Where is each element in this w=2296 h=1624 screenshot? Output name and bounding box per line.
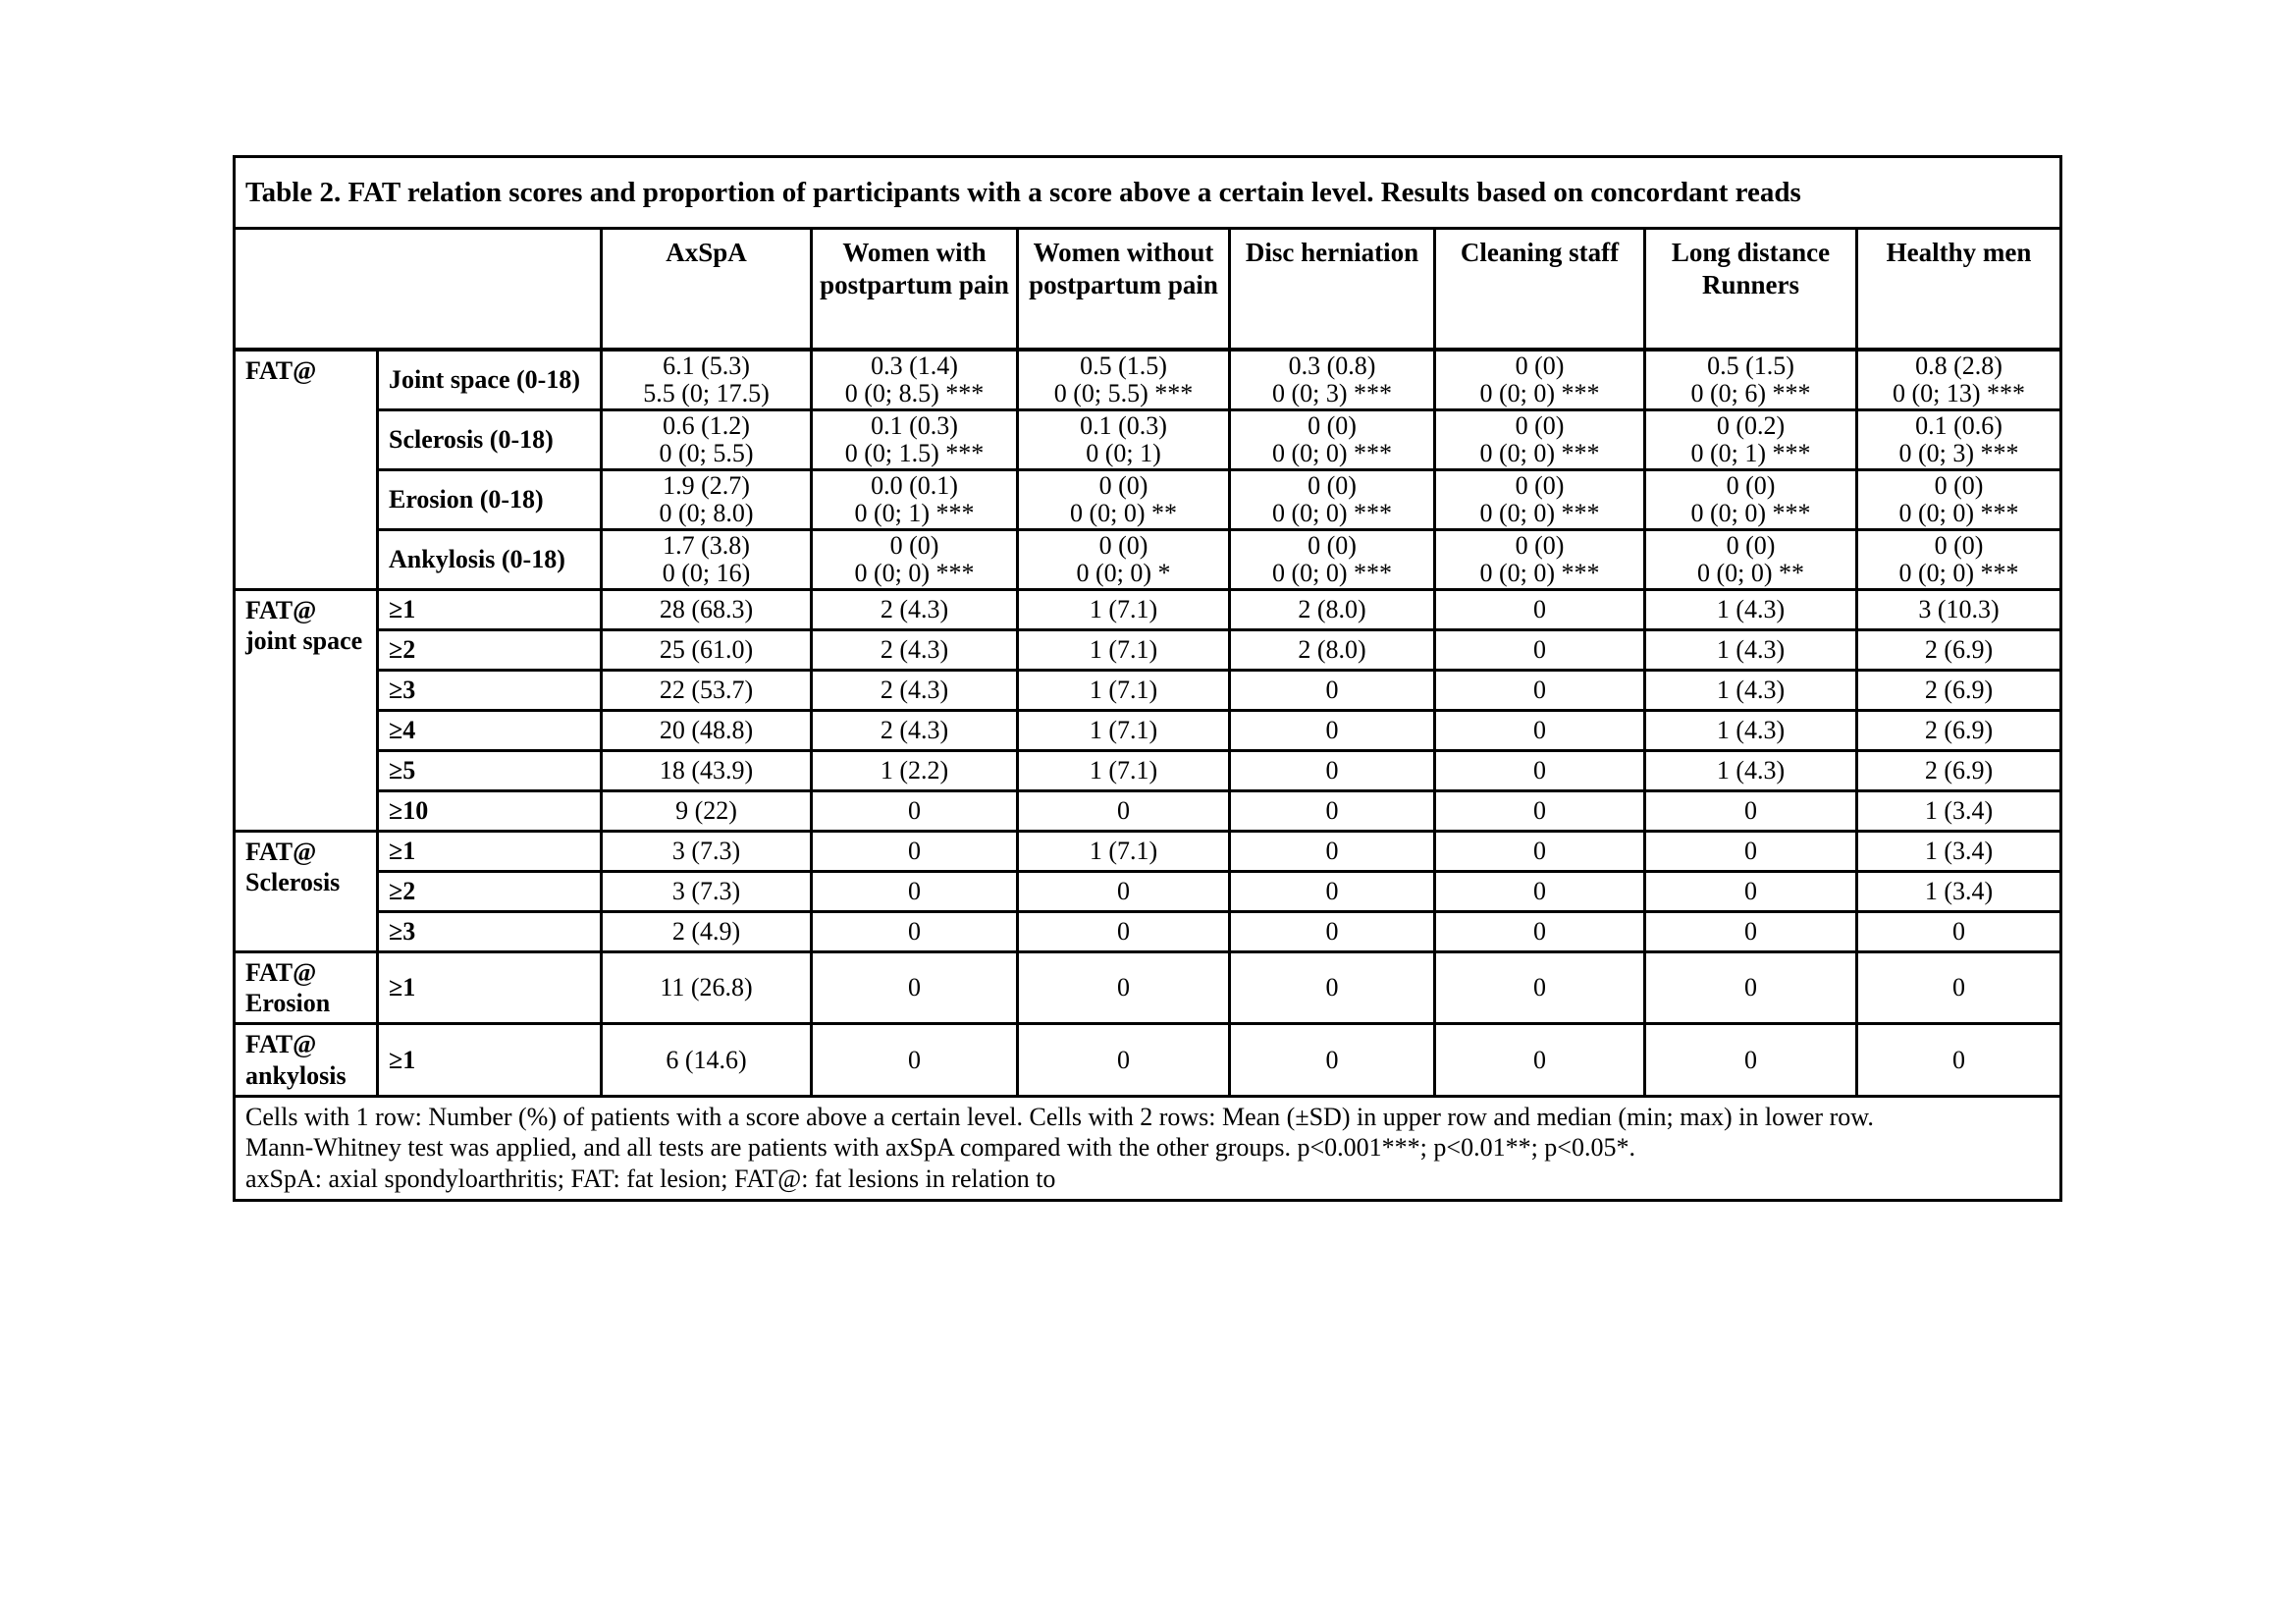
row-label: ≥10 [378,791,602,832]
data-cell [812,350,1018,410]
row-label: Ankylosis (0-18) [378,530,602,590]
data-cell-line: 0 (0; 13) *** [1893,379,2026,407]
data-cell [1645,470,1857,530]
table-row [235,590,2061,630]
data-cell-line: 0.5 (1.5) [1707,352,1794,380]
data-cell-line: 0 (0; 8.5) *** [844,379,985,407]
data-cell: 1 (4.3) [1645,711,1857,751]
data-cell [1435,470,1645,530]
data-cell-line: 0 (0) [1308,471,1357,500]
data-cell: 0 [1018,912,1230,952]
data-cell-line: 0 (0) [1726,471,1776,500]
table-footnote [235,1096,2061,1200]
data-cell-line: 0 (0; 6) *** [1690,379,1811,407]
data-cell: 0 [1645,832,1857,872]
data-cell: 9 (22) [602,791,812,832]
table-row [235,791,2061,832]
table-row [235,952,2061,1024]
data-cell-line: 0 (0; 0) *** [1479,439,1600,467]
data-cell: 2 (8.0) [1230,630,1435,671]
data-cell [1435,350,1645,410]
table-row [235,630,2061,671]
data-cell: 0 [812,952,1018,1024]
data-cell [1857,470,2061,530]
data-cell-line: 0 (0) [1308,531,1357,560]
data-cell-line: 0 (0) [889,531,939,560]
data-cell: 2 (4.3) [812,590,1018,630]
group-label: FAT@ [235,350,378,590]
data-cell: 3 (7.3) [602,872,812,912]
data-cell: 0 [1435,751,1645,791]
data-cell-line: 0 (0; 1) *** [854,499,975,527]
row-label: ≥5 [378,751,602,791]
data-cell: 0 [1435,791,1645,832]
data-cell: 2 (4.3) [812,711,1018,751]
header-row [235,229,2061,351]
data-cell-line: 0 (0; 0) *** [1479,499,1600,527]
table-title: Table 2. FAT relation scores and proportion of participants with a score above a certain level. Results based on concordant reads [235,157,2061,229]
data-cell: 0 [1435,832,1645,872]
data-cell [602,350,812,410]
data-cell: 2 (6.9) [1857,751,2061,791]
data-cell-line: 0.1 (0.3) [1080,411,1167,440]
row-label: ≥2 [378,630,602,671]
data-cell: 0 [1018,791,1230,832]
data-cell: 1 (2.2) [812,751,1018,791]
data-cell-line: 5.5 (0; 17.5) [643,379,770,407]
data-cell: 0 [1645,1024,1857,1096]
data-cell-line: 0 (0) [1515,471,1565,500]
data-cell-line: 0 (0) [1515,531,1565,560]
data-cell: 0 [1435,671,1645,711]
data-cell-line: 6.1 (5.3) [663,352,750,380]
data-cell [1018,470,1230,530]
data-cell: 3 (10.3) [1857,590,2061,630]
data-cell: 1 (7.1) [1018,711,1230,751]
group-label: FAT@ joint space [235,590,378,832]
data-cell: 28 (68.3) [602,590,812,630]
table-row [235,832,2061,872]
data-cell [1857,350,2061,410]
footnote-row [235,1096,2061,1200]
row-label: Erosion (0-18) [378,470,602,530]
data-cell-line: 0 (0; 0) * [1076,559,1171,587]
row-label: ≥1 [378,952,602,1024]
data-cell: 18 (43.9) [602,751,812,791]
data-cell: 0 [1230,711,1435,751]
table-row [235,872,2061,912]
data-cell-line: 0 (0; 0) *** [1271,439,1393,467]
data-cell: 0 [1230,952,1435,1024]
table-row [235,1024,2061,1096]
data-cell-line: 0 (0; 3) *** [1271,379,1393,407]
row-label: ≥3 [378,671,602,711]
data-cell: 0 [812,872,1018,912]
group-label: FAT@ Sclerosis [235,832,378,952]
data-cell: 0 [1018,952,1230,1024]
data-cell: 0 [1435,590,1645,630]
table-row [235,671,2061,711]
data-cell [1857,410,2061,470]
group-label: FAT@ ankylosis [235,1024,378,1096]
data-cell: 22 (53.7) [602,671,812,711]
row-label: ≥2 [378,872,602,912]
data-cell-line: 0 (0; 5.5) [659,439,754,467]
data-cell: 1 (4.3) [1645,671,1857,711]
data-cell [602,470,812,530]
data-cell: 0 [1230,671,1435,711]
data-cell: 1 (3.4) [1857,832,2061,872]
data-cell [1018,410,1230,470]
data-cell [602,530,812,590]
footnote-line: Mann-Whitney test was applied, and all tests are patients with axSpA compared with the other groups. p<0.001***; p<0.01**; p<0.05*. [245,1133,1635,1163]
data-cell: 0 [812,912,1018,952]
data-cell [1435,410,1645,470]
data-cell-line: 0 (0) [1098,471,1148,500]
data-cell: 2 (4.9) [602,912,812,952]
data-cell: 0 [812,832,1018,872]
data-cell: 0 [1435,711,1645,751]
data-cell [1018,350,1230,410]
row-label: Joint space (0-18) [378,350,602,410]
data-cell: 0 [1857,1024,2061,1096]
data-cell: 1 (4.3) [1645,590,1857,630]
data-cell [602,410,812,470]
data-cell-line: 0.8 (2.8) [1915,352,2002,380]
group-label: FAT@ Erosion [235,952,378,1024]
data-cell: 1 (7.1) [1018,630,1230,671]
data-cell [1645,350,1857,410]
data-cell: 1 (3.4) [1857,791,2061,832]
footnote-line: Cells with 1 row: Number (%) of patients with a score above a certain level. Cells with 2 rows: Mean (±SD) in upper row and median (min; max) in lower row. [245,1102,1874,1131]
column-header: Women without postpartum pain [1018,229,1230,351]
data-cell-line: 0 (0; 1) *** [1690,439,1811,467]
data-cell-line: 0 (0) [1515,411,1565,440]
data-cell: 0 [1230,1024,1435,1096]
data-cell [812,470,1018,530]
data-cell: 11 (26.8) [602,952,812,1024]
data-cell: 1 (7.1) [1018,832,1230,872]
column-header: Healthy men [1857,229,2061,351]
data-cell-line: 0 (0; 0) *** [1479,559,1600,587]
row-label: ≥1 [378,1024,602,1096]
data-cell-line: 0 (0) [1934,531,1984,560]
data-cell: 0 [1435,630,1645,671]
data-cell-line: 0 (0; 3) *** [1898,439,2019,467]
column-header: Women with postpartum pain [812,229,1018,351]
data-cell-line: 0 (0; 1) [1086,439,1161,467]
data-cell [1230,470,1435,530]
data-cell: 0 [1645,952,1857,1024]
data-cell: 0 [1435,1024,1645,1096]
data-cell-line: 0.5 (1.5) [1080,352,1167,380]
data-cell-line: 1.9 (2.7) [663,471,750,500]
table-row [235,350,2061,410]
table-row [235,410,2061,470]
data-cell: 0 [1645,791,1857,832]
data-cell-line: 0 (0; 0) *** [1271,559,1393,587]
data-cell: 0 [1435,872,1645,912]
data-cell-line: 0 (0) [1726,531,1776,560]
data-cell-line: 0 (0; 0) *** [1271,499,1393,527]
row-label: ≥1 [378,590,602,630]
fat-table [233,155,2062,1202]
data-cell: 0 [1645,872,1857,912]
column-header: AxSpA [602,229,812,351]
data-cell-line: 0 (0) [1098,531,1148,560]
data-cell [1435,530,1645,590]
data-cell [812,530,1018,590]
data-cell: 20 (48.8) [602,711,812,751]
table-row [235,470,2061,530]
table-row [235,912,2061,952]
data-cell: 0 [1018,1024,1230,1096]
data-cell: 0 [1435,912,1645,952]
data-cell: 2 (6.9) [1857,630,2061,671]
data-cell [812,410,1018,470]
data-cell-line: 0 (0; 0) *** [854,559,975,587]
table-row [235,711,2061,751]
data-cell [1230,530,1435,590]
data-cell-line: 0 (0; 8.0) [659,499,754,527]
row-label: ≥1 [378,832,602,872]
data-cell: 0 [1857,912,2061,952]
column-header: Disc herniation [1230,229,1435,351]
column-header: Long distance Runners [1645,229,1857,351]
data-cell: 0 [1230,832,1435,872]
data-cell-line: 0.3 (0.8) [1288,352,1376,380]
data-cell [1645,410,1857,470]
data-cell: 1 (4.3) [1645,751,1857,791]
header-blank-cell [235,229,602,351]
data-cell-line: 0 (0) [1515,352,1565,380]
data-cell-line: 0 (0; 0) ** [1696,559,1805,587]
data-cell [1018,530,1230,590]
data-cell-line: 0.1 (0.6) [1915,411,2002,440]
data-cell-line: 0 (0; 0) *** [1690,499,1811,527]
data-cell: 0 [1018,872,1230,912]
data-cell: 1 (4.3) [1645,630,1857,671]
data-cell: 1 (7.1) [1018,751,1230,791]
data-cell: 0 [1230,751,1435,791]
data-cell: 0 [1857,952,2061,1024]
data-cell-line: 0 (0; 0) *** [1898,559,2019,587]
row-label: Sclerosis (0-18) [378,410,602,470]
footnote-line: axSpA: axial spondyloarthritis; FAT: fat lesion; FAT@: fat lesions in relation to [245,1164,1056,1194]
data-cell [1230,350,1435,410]
data-cell: 0 [1230,791,1435,832]
data-cell: 0 [1230,872,1435,912]
data-cell-line: 0.0 (0.1) [871,471,958,500]
data-cell-line: 0 (0) [1934,471,1984,500]
data-cell-line: 0 (0) [1308,411,1357,440]
data-cell: 1 (7.1) [1018,671,1230,711]
data-cell: 2 (6.9) [1857,671,2061,711]
data-cell-line: 0 (0; 0) *** [1898,499,2019,527]
data-cell-line: 1.7 (3.8) [663,531,750,560]
data-cell: 25 (61.0) [602,630,812,671]
data-cell: 0 [812,791,1018,832]
data-cell: 2 (4.3) [812,630,1018,671]
data-cell [1857,530,2061,590]
data-cell: 2 (4.3) [812,671,1018,711]
data-cell: 3 (7.3) [602,832,812,872]
data-cell: 1 (7.1) [1018,590,1230,630]
data-cell-line: 0 (0.2) [1716,411,1786,440]
data-cell: 6 (14.6) [602,1024,812,1096]
data-cell: 2 (6.9) [1857,711,2061,751]
data-cell: 0 [1435,952,1645,1024]
data-cell-line: 0.1 (0.3) [871,411,958,440]
data-cell: 2 (8.0) [1230,590,1435,630]
table-row [235,751,2061,791]
row-label: ≥4 [378,711,602,751]
row-label: ≥3 [378,912,602,952]
data-cell-line: 0 (0; 5.5) *** [1053,379,1194,407]
table-row [235,530,2061,590]
data-cell-line: 0 (0; 0) ** [1069,499,1178,527]
data-cell: 1 (3.4) [1857,872,2061,912]
data-cell: 0 [1230,912,1435,952]
data-cell: 0 [812,1024,1018,1096]
column-header: Cleaning staff [1435,229,1645,351]
data-cell: 0 [1645,912,1857,952]
data-cell-line: 0.6 (1.2) [663,411,750,440]
title-row [235,157,2061,229]
data-cell-line: 0 (0; 16) [662,559,751,587]
data-cell-line: 0 (0; 1.5) *** [844,439,985,467]
data-cell [1645,530,1857,590]
data-cell-line: 0 (0; 0) *** [1479,379,1600,407]
data-cell [1230,410,1435,470]
data-cell-line: 0.3 (1.4) [871,352,958,380]
